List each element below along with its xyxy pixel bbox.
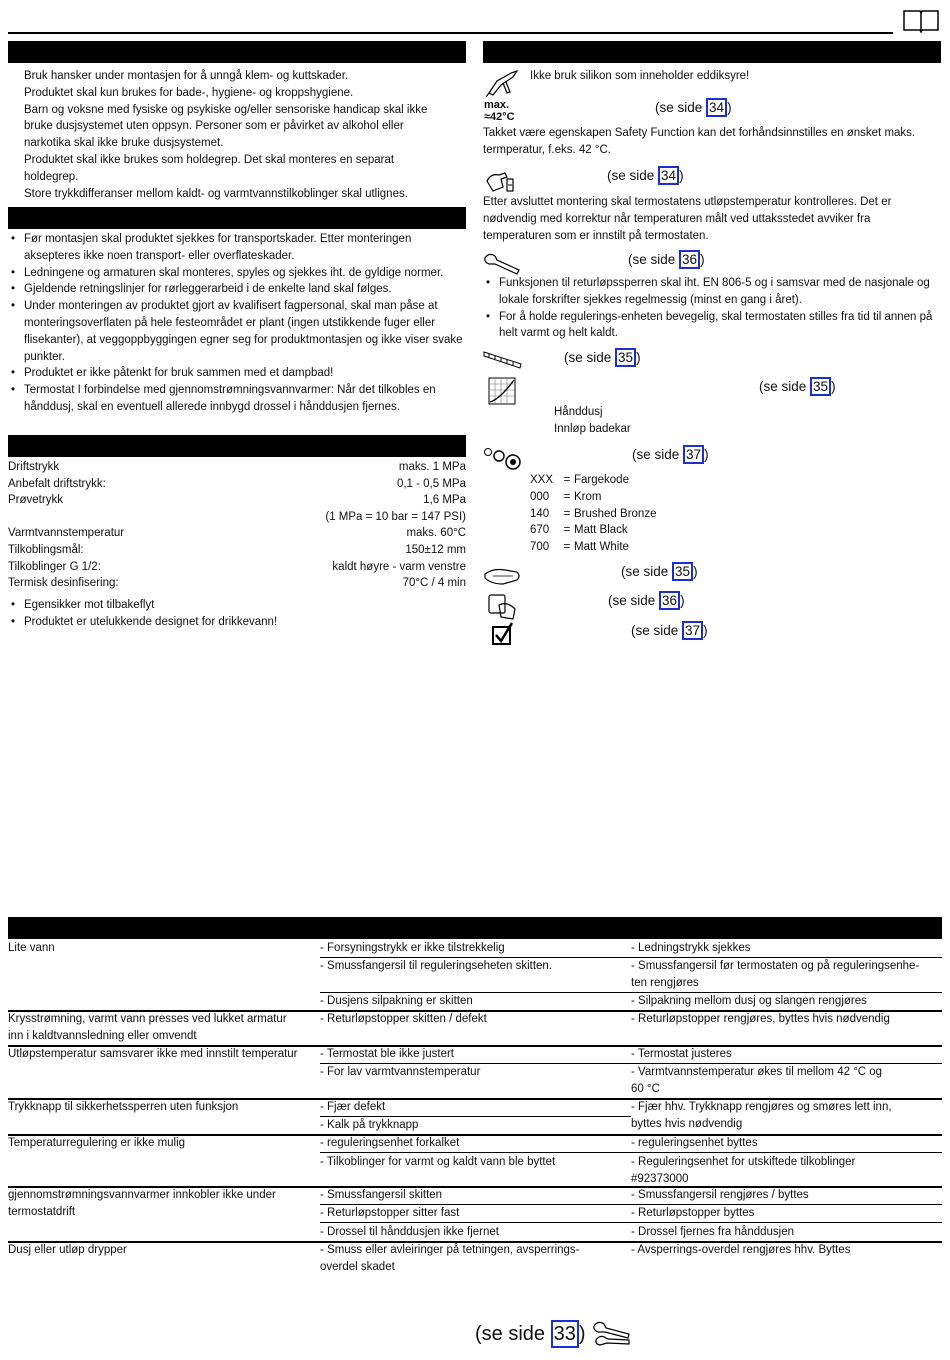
problem-cell: gjennomstrømningsvannvarmer innkobler ikke under termostatdrift	[8, 1189, 276, 1218]
section-bar-right	[483, 41, 941, 63]
remedy-cell: - reguleringsenhet byttes	[631, 1137, 758, 1149]
page-ref-37b: (se side 37 )	[631, 623, 708, 638]
spec-row	[8, 492, 466, 509]
spec-row	[8, 509, 466, 526]
spec-value: 0,1 - 0,5 MPa	[396, 477, 466, 490]
safety-function-text: Takket være egenskapen Safety Function kan det forhåndsinnstilles en ønsket maks. termperatur, f.eks. 42 °C.	[483, 127, 916, 156]
safety-line: holdegrep.	[24, 170, 79, 183]
row-divider	[320, 1152, 942, 1153]
cause-cell: - Smussfangersil skitten	[320, 1189, 443, 1201]
cause-cell: - Drossel til hånddusjen ikke fjernet	[320, 1226, 499, 1238]
book-icon	[902, 8, 940, 34]
page-ref-35a: (se side 35 )	[564, 350, 641, 365]
color-row: XXX = Fargekode	[530, 472, 656, 489]
page-link[interactable]: 35	[615, 348, 636, 367]
flow-diagram-icon	[488, 377, 516, 405]
page-ref-36a: (se side 36 )	[628, 252, 705, 267]
problem-cell: Krysstrømning, varmt vann presses ved lukket armatur inn i kaldtvannsledning eller omvendt	[8, 1013, 287, 1042]
problem-cell: Temperaturregulering er ikke mulig	[8, 1137, 186, 1149]
page-link[interactable]: 34	[658, 166, 679, 185]
montage-item: • Termostat I forbindelse med gjennomstrømningsvannvarmer: Når det tilkobles en hånddusj, skal en eventuell allerede innbygd drossel i hånddusjen fjernes.	[8, 382, 466, 416]
cause-cell: - Termostat ble ikke justert	[320, 1048, 455, 1060]
cause-cell: - For lav varmtvannstemperatur	[320, 1066, 481, 1078]
cause-cell: - Tilkoblinger for varmt og kaldt vann ble byttet	[320, 1156, 556, 1168]
safety-line: Bruk hansker under montasjen for å unngå klem- og kuttskader.	[24, 70, 349, 82]
section-bar-specs	[8, 435, 466, 457]
wrench-icon	[592, 1320, 632, 1346]
cause-cell: - Smuss eller avleiringer på tetningen, avsperrings- overdel skadet	[320, 1244, 580, 1273]
page-link[interactable]: 35	[810, 377, 831, 396]
color-row: 000 = Krom	[530, 489, 656, 506]
cause-cell: - Returløpstopper skitten / defekt	[320, 1013, 487, 1025]
color-name: Matt White	[574, 541, 629, 554]
maintenance-item: • For å holde regulerings-enheten bevegelig, skal termostaten stilles fra tid til annen på helt varmt og helt kaldt.	[483, 309, 941, 343]
problem-cell: Lite vann	[8, 942, 55, 954]
section-bar-safety	[8, 41, 466, 63]
spec-key: Prøvetrykk	[8, 494, 63, 507]
max-temp-label: ≈42°C	[484, 111, 515, 123]
feature-item: • Egensikker mot tilbakeflyt	[8, 597, 466, 614]
page-link[interactable]: 37	[683, 445, 704, 464]
section-bar-troubleshooting	[8, 917, 942, 939]
spec-value: 70°C / 4 min	[402, 577, 466, 590]
spec-row	[8, 476, 466, 493]
spec-row	[8, 559, 466, 576]
spec-key: Anbefalt driftstrykk:	[8, 477, 106, 490]
remedy-cell: - Returløpstopper rengjøres, byttes hvis nødvendig	[631, 1013, 890, 1025]
specs-table	[8, 459, 466, 592]
max-label: max.	[484, 99, 510, 111]
diagram-label-handdusj: Hånddusj	[554, 406, 603, 418]
spec-row	[8, 459, 466, 476]
remedy-cell: - Drossel fjernes fra hånddusjen	[631, 1226, 794, 1238]
remedy-cell: - Reguleringsenhet for utskiftede tilkoblinger #92373000	[631, 1156, 856, 1185]
problem-cell: Trykknapp til sikkerhetssperren uten funksjon	[8, 1101, 239, 1113]
spec-value: maks. 60°C	[406, 527, 466, 540]
feature-item: • Produktet er utelukkende designet for drikkevann!	[8, 614, 466, 631]
remedy-cell: - Ledningstrykk sjekkes	[631, 942, 751, 954]
spec-row	[8, 575, 466, 592]
header-rule	[8, 32, 893, 34]
spec-row	[8, 525, 466, 542]
cause-cell: - Forsyningstrykk er ikke tilstrekkelig	[320, 942, 505, 954]
maintenance-item: • Funksjonen til returløpssperren skal iht. EN 806-5 og i samsvar med de nasjonale og lokale forskrifter sjekkes regelmessig (minst en gang i året).	[483, 275, 941, 309]
montage-list	[8, 231, 466, 416]
safety-text	[24, 68, 427, 202]
ruler-icon	[483, 348, 523, 370]
page-link[interactable]: 36	[679, 250, 700, 269]
color-row: 140 = Brushed Bronze	[530, 506, 656, 523]
safety-line: Produktet skal kun brukes for bade-, hygiene- og kroppshygiene.	[24, 86, 354, 99]
cause-cell: - Smussfangersil til reguleringseheten skitten.	[320, 960, 553, 972]
spec-row	[8, 542, 466, 559]
remedy-cell: - Varmtvannstemperatur økes til mellom 42 °C og 60 °C	[631, 1066, 883, 1095]
color-code: 000	[530, 490, 550, 503]
safety-line: Store trykkdifferanser mellom kaldt- og varmtvannstilkoblinger skal utlignes.	[24, 187, 408, 200]
spec-value: 150±12 mm	[405, 543, 466, 556]
montage-item: • Produktet er ikke påtenkt for bruk sammen med et dampbad!	[8, 365, 466, 382]
page-ref-34b: (se side 34 )	[607, 168, 684, 183]
safety-line: narkotika skal ikke bruke dusjsystemet.	[24, 137, 224, 150]
page-link[interactable]: 34	[706, 98, 727, 117]
color-codes	[530, 472, 656, 556]
montage-item: • Ledningene og armaturen skal monteres, spyles og sjekkes iht. de gyldige normer.	[8, 265, 466, 282]
montage-item: • Under monteringen av produktet gjort av kvalifisert fagpersonal, skal man påse at monteringsoverflaten på hele festeområdet er plant (ingen utstikkende fuger eller flisekanter), at veggoppbyggingen egner seg for produktmontasjen og ikke viser svake punkter.	[8, 298, 466, 365]
spec-key: Termisk desinfisering:	[8, 577, 119, 590]
spec-key: Tilkoblinger G 1/2:	[8, 560, 101, 573]
page-link[interactable]: 37	[682, 621, 703, 640]
remedy-cell: - Smussfangersil før termostaten og på reguleringsenhe- ten rengjøres	[631, 960, 920, 989]
remedy-cell: - Silpakning mellom dusj og slangen rengjøres	[631, 995, 867, 1007]
remedy-cell: - Termostat justeres	[631, 1048, 732, 1060]
color-row: 670 = Matt Black	[530, 522, 656, 539]
cause-cell: - Dusjens silpakning er skitten	[320, 995, 473, 1007]
spec-value: (1 MPa = 10 bar = 147 PSI)	[325, 510, 466, 523]
color-row: 700 = Matt White	[530, 539, 656, 556]
safety-line: bruke dusjsystemet uten oppsyn. Personer som er påvirket av alkohol eller	[24, 120, 404, 133]
footer-page-ref: (se side 33 )	[475, 1320, 586, 1348]
page-ref-34a: (se side 34 )	[655, 100, 732, 115]
color-code: 670	[530, 524, 550, 537]
color-name: Krom	[574, 490, 602, 503]
wrench-icon	[483, 252, 523, 276]
color-name: Brushed Bronze	[574, 507, 657, 520]
color-code: 700	[530, 541, 550, 554]
page-ref-36b: (se side 36 )	[608, 593, 685, 608]
cause-cell: - Fjær defekt	[320, 1101, 386, 1113]
safety-line: Barn og voksne med fysiske og psykiske og/eller sensoriske handicap skal ikke	[24, 103, 428, 116]
problem-cell: Utløpstemperatur samsvarer ikke med innstilt temperatur	[8, 1048, 298, 1060]
diagram-label-innlop: Innløp badekar	[554, 423, 631, 435]
page-ref-37a: (se side 37 )	[632, 447, 709, 462]
thermometer-hand-icon	[483, 165, 519, 195]
page-ref-35b: (se side 35 )	[759, 379, 836, 394]
cleaning-hand-icon	[483, 564, 523, 588]
footer-page-link[interactable]: 33	[551, 1320, 579, 1348]
silicone-gun-icon	[483, 67, 521, 99]
color-name: Fargekode	[574, 474, 629, 486]
color-code: XXX	[530, 474, 554, 486]
row-divider	[320, 1222, 942, 1223]
montage-item: • Gjeldende retningslinjer for rørleggerarbeid i de enkelte land skal følges.	[8, 281, 466, 298]
remedy-cell: - Avsperrings-overdel rengjøres hhv. Byttes	[631, 1244, 851, 1256]
page-link[interactable]: 35	[672, 562, 693, 581]
spec-key: Driftstrykk	[8, 461, 60, 473]
cause-cell: - reguleringsenhet forkalket	[320, 1137, 460, 1149]
section-bar-montage	[8, 207, 466, 229]
remedy-cell: - Returløpstopper byttes	[631, 1207, 755, 1219]
checkbox-icon	[491, 621, 515, 647]
page-link[interactable]: 36	[659, 591, 680, 610]
safety-line: Produktet skal ikke brukes som holdegrep. Det skal monteres en separat	[24, 153, 395, 166]
spec-key: Varmtvannstemperatur	[8, 527, 125, 540]
page-ref-35c: (se side 35 )	[621, 564, 698, 579]
thermostat-check-text: Etter avsluttet montering skal termostatens utløpstemperatur kontrolleres. Det er nødvendig med korrektur når temperaturen målt ved uttaksstedet avviker fra temperaturen som er innstilt på termostaten.	[483, 196, 892, 242]
cause-cell: - Returløpstopper sitter fast	[320, 1207, 460, 1219]
cause-cell: - Kalk på trykknapp	[320, 1119, 419, 1131]
spec-key: Tilkoblingsmål:	[8, 543, 84, 556]
color-code: 140	[530, 507, 550, 520]
problem-cell: Dusj eller utløp drypper	[8, 1244, 127, 1256]
remedy-cell: - Fjær hhv. Trykknapp rengjøres og smøres lett inn, byttes hvis nødvendig	[631, 1101, 892, 1130]
silicone-warning: Ikke bruk silikon som inneholder eddiksyre!	[530, 70, 750, 82]
color-name: Matt Black	[574, 524, 628, 537]
spec-value: maks. 1 MPa	[398, 461, 466, 473]
maintenance-list	[483, 275, 941, 342]
montage-item: • Før montasjen skal produktet sjekkes for transportskader. Etter monteringen aksepteres ikke noen transport- eller overflateskader.	[8, 231, 466, 265]
features-list	[8, 597, 466, 631]
spec-value: kaldt høyre - varm venstre	[332, 560, 466, 573]
spare-parts-icon	[483, 446, 523, 472]
cleaning-spray-icon	[485, 591, 521, 621]
spec-value: 1,6 MPa	[423, 494, 466, 507]
remedy-cell: - Smussfangersil rengjøres / byttes	[631, 1189, 809, 1201]
